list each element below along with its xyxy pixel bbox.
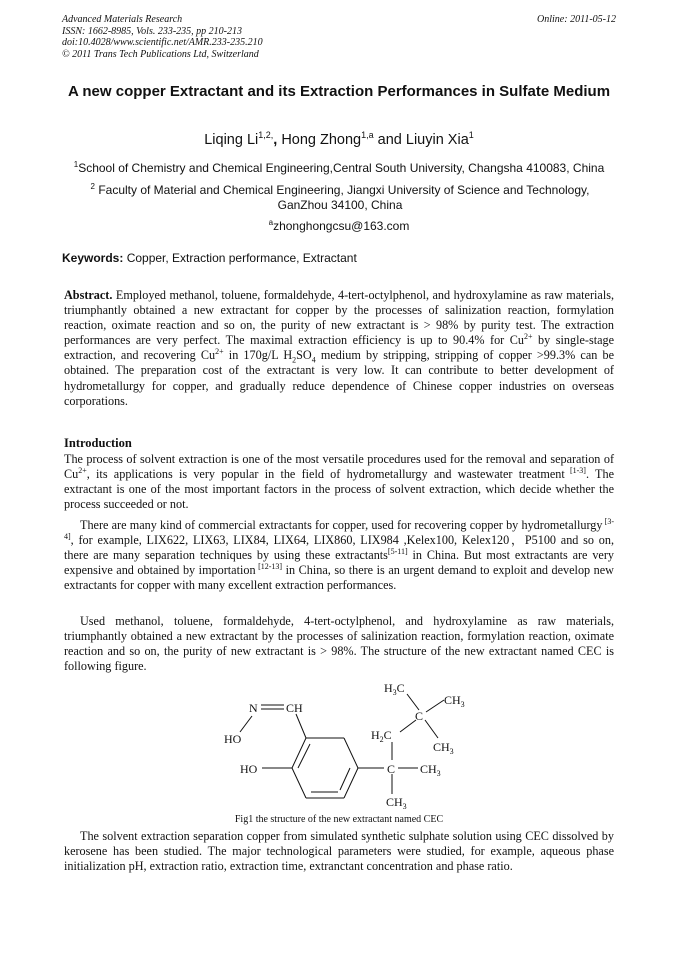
intro-paragraph-2 [64, 518, 614, 593]
intro-paragraph-4: The solvent extraction separation copper from simulated synthetic sulphate solution using CEC dissolved by kerosene has been studied. The major technological parameters were studied, for example, aqueous phase initialization pH, extraction ratio, extraction time, extranctant concentration and phase ratio. [64, 829, 614, 874]
author-separator: and [373, 131, 406, 148]
citation: [3-4] [64, 516, 614, 542]
paragraph-text: . The extractant is one of the most important factors in the process of solvent extraction, which decide whether the process succeeded or not. [64, 467, 614, 512]
figure-caption: Fig1 the structure of the new extractant named CEC [234, 814, 444, 825]
affiliation-1 [62, 157, 616, 176]
author-email [62, 215, 616, 234]
label-c-quat-top: C [415, 709, 424, 723]
journal-header [62, 14, 263, 60]
abstract-sub: 2 [292, 355, 297, 365]
label-h2c: $H_2C$ [371, 728, 392, 744]
abstract-label: Abstract. [64, 288, 113, 302]
superscript: 2+ [78, 466, 87, 476]
intro-paragraph-1 [64, 452, 614, 512]
affiliation-sup: 2 [90, 182, 95, 191]
abstract-sub: 4 [311, 355, 316, 365]
abstract-sup: 2+ [215, 347, 224, 357]
copyright-line: © 2011 Trans Tech Publications Ltd, Switzerland [62, 48, 259, 60]
paragraph-text: , its applications is very popular in the field of hydrometallurgy and wastewater treatment [86, 467, 565, 482]
author-sup: 1,2, [258, 130, 274, 140]
section-heading-introduction: Introduction [64, 436, 132, 450]
paragraph-text: , for example, LIX622, LIX63, LIX84, LIX64, LIX860, LIX984 ,Kelex100, Kelex120，P5100 and so on, there are many separation techniques by using these extractants [64, 533, 614, 563]
abstract-text: by single-stage extraction, and recovering Cu [64, 333, 614, 363]
label-n: N [249, 701, 258, 715]
doi-line: doi:10.4028/www.scientific.net/AMR.233-235.210 [62, 37, 263, 49]
citation: [12-13] [255, 562, 283, 572]
label-ch3-bottom: $CH_3$ [386, 795, 407, 811]
label-ch: CH [286, 701, 303, 715]
keywords-label: Keywords: [62, 251, 124, 265]
paper-title: A new copper Extractant and its Extraction Performances in Sulfate Medium [67, 83, 611, 100]
citation: [1-3] [564, 466, 586, 476]
email-sup: a [268, 218, 274, 227]
author-name: Hong Zhong [281, 131, 362, 148]
label-h3c-top: $H_3C$ [384, 681, 405, 697]
abstract-sup: 2+ [524, 332, 533, 342]
author-sup: 1 [468, 130, 474, 140]
paragraph-text: The process of solvent extraction is one of the most versatile procedures used for the removal and separation of Cu [64, 452, 614, 482]
affiliation-text: Faculty of Material and Chemical Engineering, Jiangxi University of Science and Technology, GanZhou 34100, China [94, 183, 590, 212]
intro-paragraph-3: Used methanol, toluene, formaldehyde, 4-tert-octylphenol, and hydroxylamine as raw materials, triumphantly obtained a new extractant by the processes of salinization reaction, formylation reaction, oximate reaction and so on, the purity of new extractant is > 98%. The structure of the new extractant named CEC is following figure. [64, 614, 614, 674]
abstract-text: SO [296, 348, 312, 363]
online-date: Online: 2011-05-12 [537, 14, 616, 25]
keywords [62, 251, 357, 265]
abstract [64, 288, 614, 409]
author-name: Liqing Li [204, 131, 259, 148]
affiliation-2 [80, 179, 600, 213]
label-ho-phenol: HO [240, 762, 258, 776]
citation: [5-11] [387, 547, 408, 557]
journal-name: Advanced Materials Research [62, 14, 183, 25]
abstract-text: in 170g/L H [223, 348, 293, 363]
cec-structure-figure [214, 676, 484, 816]
keywords-text: Copper, Extraction performance, Extractant [123, 251, 357, 265]
label-c-quat-bottom: C [387, 762, 396, 776]
label-ch3-mid: $CH_3$ [433, 740, 454, 756]
issn-line: ISSN: 1662-8985, Vols. 233-235, pp 210-213 [62, 25, 242, 37]
author-list [62, 130, 616, 148]
affiliation-text: School of Chemistry and Chemical Engineering,Central South University, Changsha 410083, China [78, 161, 605, 175]
abstract-text: medium by stripping, stripping of copper >99.3% can be obtained. The preparation cost of the extractant is very low. It can contribute to better development of hydrometallurgy for copper, and gradually reduce dependence of Chinese copper industries on overseas corporations. [64, 348, 614, 408]
paragraph-text: in China. But most extractants are very expensive and obtained by importation [64, 548, 614, 578]
abstract-text: Employed methanol, toluene, formaldehyde, 4-tert-octylphenol, and hydroxylamine as raw materials, triumphantly obtained a new extractant for copper by the processes of salinization reaction, formylation reaction, oximate reaction and so on, the purity of new extractant is > 98% by purity test. The extraction performances are very perfect. The maximal extraction efficiency is up to 90.4% for Cu [64, 288, 614, 348]
bond-lines [240, 694, 444, 798]
author-name: Liuyin Xia [405, 131, 469, 148]
email-text: zhonghongcsu@163.com [273, 219, 410, 233]
label-ch3-right-bottom: $CH_3$ [420, 762, 441, 778]
author-separator: , [273, 131, 282, 148]
label-ho-oxime: HO [224, 732, 242, 746]
paragraph-text: in China, so there is an urgent demand to exploit and develop new extractants for copper with many excellent extraction performances. [64, 563, 614, 593]
label-ch3-right-top: $CH_3$ [444, 693, 465, 709]
author-sup: 1,a [361, 130, 374, 140]
affiliation-sup: 1 [73, 160, 79, 169]
paragraph-text: There are many kind of commercial extractants for copper, used for recovering copper by hydrometallurgy [80, 518, 603, 532]
